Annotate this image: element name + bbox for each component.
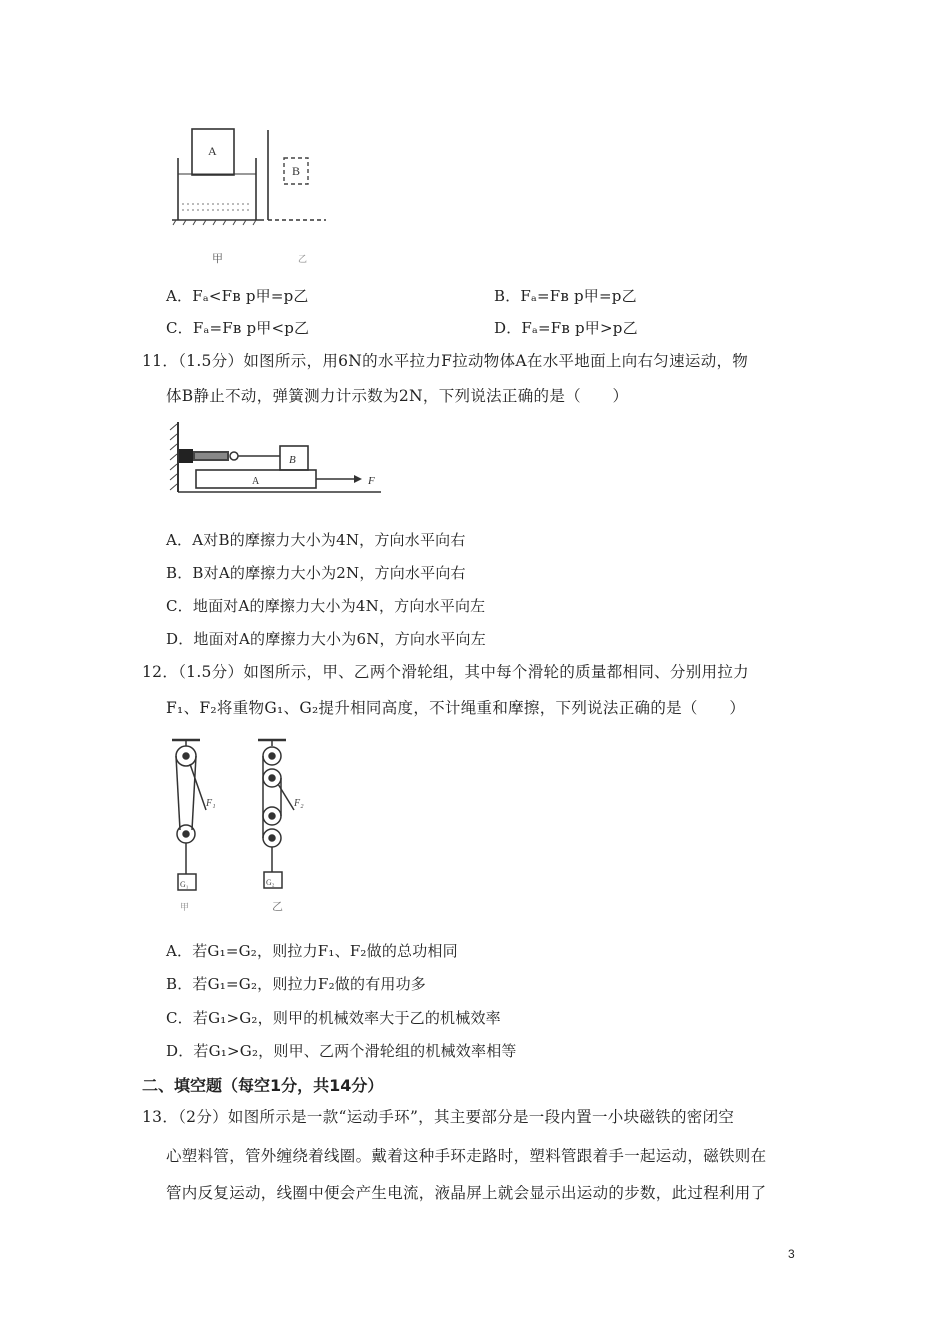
q11-option-c: C．地面对A的摩擦力大小为4N，方向水平向左: [166, 597, 486, 615]
pulley-system-yi: [258, 740, 294, 888]
label-yi: 乙: [272, 901, 283, 913]
q12-figure: [166, 734, 326, 916]
q12-stem-line1: 12．（1.5分）如图所示，甲、乙两个滑轮组，其中每个滑轮的质量都相同、分别用拉力: [142, 663, 749, 681]
q12-stem-line2: F₁、F₂将重物G₁、G₂提升相同高度，不计绳重和摩擦，下列说法正确的是（ ）: [166, 699, 746, 717]
q11-figure: [166, 418, 386, 498]
f1-label: F₁: [206, 798, 216, 809]
spring-scale: [179, 449, 238, 463]
q10-option-c: C．Fₐ=Fʙ p甲<p乙: [166, 319, 310, 337]
water-dots: [182, 204, 252, 210]
q12-option-a: A．若G₁=G₂，则拉力F₁、F₂做的总功相同: [166, 942, 458, 960]
section-heading: 二、填空题（每空1分，共14分）: [142, 1076, 384, 1095]
q13-stem-line2: 心塑料管，管外缠绕着线圈。戴着这种手环走路时，塑料管跟着手一起运动，磁铁则在: [166, 1147, 767, 1165]
q11-stem-line1: 11．（1.5分）如图所示，用6N的水平拉力F拉动物体A在水平地面上向右匀速运动，物: [142, 352, 749, 370]
block-a-label: A: [208, 144, 217, 158]
label-yi: 乙: [298, 254, 308, 264]
q11-option-d: D．地面对A的摩擦力大小为6N，方向水平向左: [166, 630, 486, 648]
q13-stem-line1: 13．（2分）如图所示是一款“运动手环”，其主要部分是一段内置一小块磁铁的密闭空: [142, 1108, 735, 1126]
q12-option-c: C．若G₁>G₂，则甲的机械效率大于乙的机械效率: [166, 1009, 501, 1027]
f2-label: F₂: [294, 798, 304, 809]
force-label: F: [368, 475, 375, 487]
label-jia: 甲: [180, 902, 190, 912]
pulley-system-jia: [172, 740, 206, 890]
beaker-jia: [172, 158, 264, 220]
q10-figure: [168, 122, 328, 270]
q10-option-b: B．Fₐ=Fʙ p甲=p乙: [494, 287, 637, 305]
page-number: 3: [788, 1247, 795, 1261]
q11-stem-line2: 体B静止不动，弹簧测力计示数为2N，下列说法正确的是（ ）: [166, 387, 629, 405]
g1-label: G₁: [180, 880, 189, 889]
block-b-label: B: [289, 454, 296, 466]
block-b-label: B: [292, 164, 301, 178]
block-a-label: A: [252, 476, 260, 487]
g2-label: G₂: [266, 878, 275, 887]
label-jia: 甲: [212, 253, 223, 265]
q10-option-d: D．Fₐ=Fʙ p甲>p乙: [494, 319, 638, 337]
q10-option-a: A．Fₐ<Fʙ p甲=p乙: [166, 287, 309, 305]
q11-option-b: B．B对A的摩擦力大小为2N，方向水平向右: [166, 564, 466, 582]
q12-option-d: D．若G₁>G₂，则甲、乙两个滑轮组的机械效率相等: [166, 1042, 517, 1060]
q12-option-b: B．若G₁=G₂，则拉力F₂做的有用功多: [166, 975, 427, 993]
q11-option-a: A．A对B的摩擦力大小为4N，方向水平向右: [166, 531, 466, 549]
q13-stem-line3: 管内反复运动，线圈中便会产生电流，液晶屏上就会显示出运动的步数，此过程利用了: [166, 1184, 767, 1202]
